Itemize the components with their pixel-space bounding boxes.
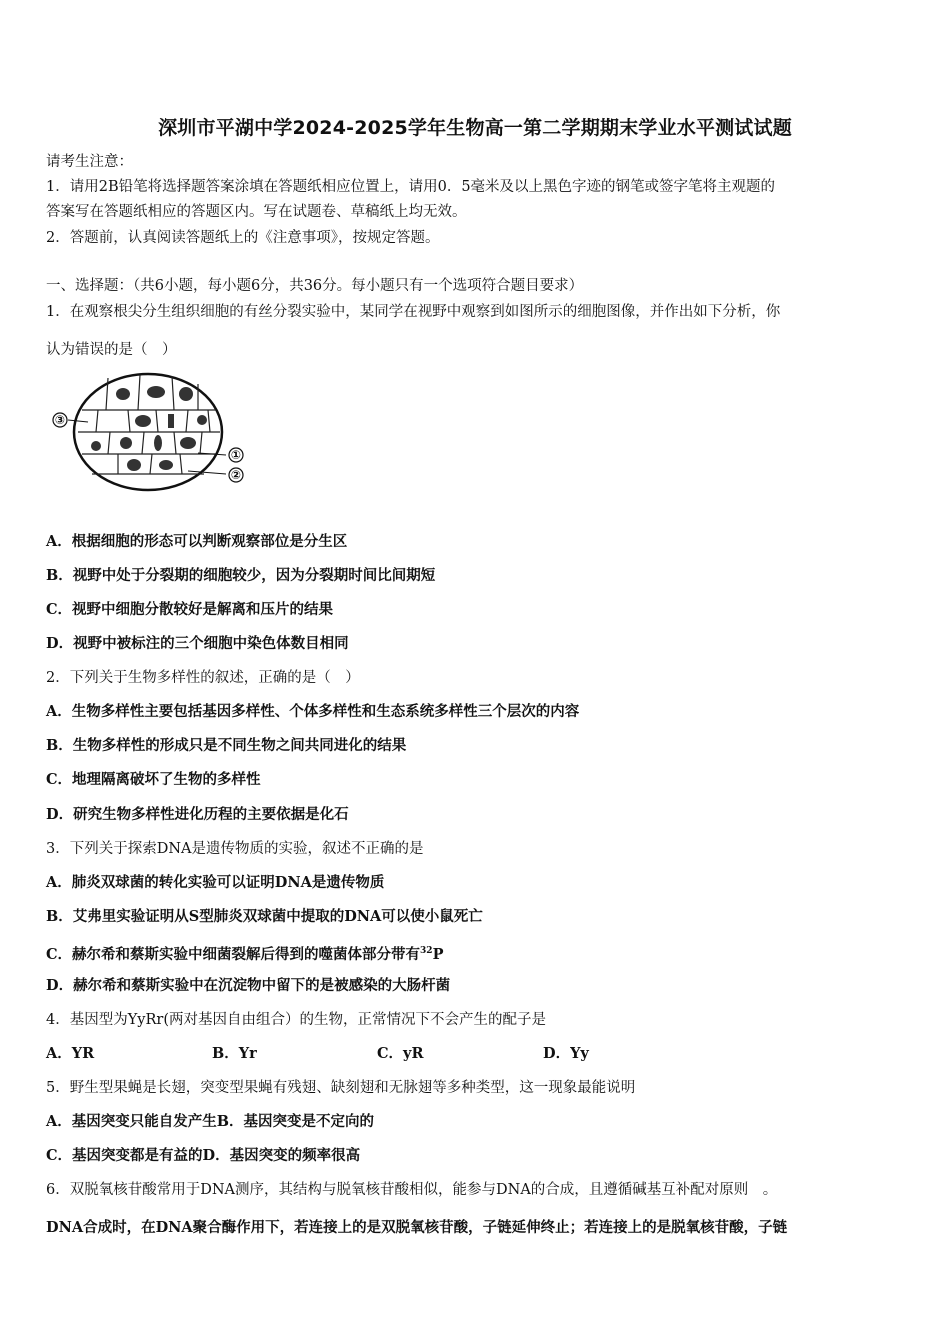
q3-stem: 3．下列关于探索DNA是遗传物质的实验，叙述不正确的是: [46, 841, 424, 857]
q3-option-a[interactable]: A．肺炎双球菌的转化实验可以证明DNA是遗传物质: [46, 874, 385, 891]
q3-option-c-tail: P: [432, 945, 444, 963]
q4-option-b[interactable]: B．Yr: [212, 1045, 257, 1062]
q1-option-a[interactable]: A．根据细胞的形态可以判断观察部位是分生区: [46, 533, 348, 550]
q1-stem: 1．在观察根尖分生组织细胞的有丝分裂实验中，某同学在视野中观察到如图所示的细胞图像，并作出如下分析，你: [46, 304, 781, 320]
q5-option-cd[interactable]: C．基因突变都是有益的D．基因突变的频率很高: [46, 1147, 361, 1164]
q3-option-b[interactable]: B．艾弗里实验证明从S型肺炎双球菌中提取的DNA可以使小鼠死亡: [46, 908, 483, 925]
notice-item-1-cont: 答案写在答题纸相应的答题区内。写在试题卷、草稿纸上均无效。: [46, 204, 467, 220]
q4-option-c[interactable]: C．yR: [377, 1045, 424, 1062]
q5-stem: 5．野生型果蝇是长翅，突变型果蝇有残翅、缺刻翅和无脉翅等多种类型，这一现象最能说明: [46, 1080, 636, 1096]
q2-stem: 2．下列关于生物多样性的叙述，正确的是（ ）: [46, 670, 360, 686]
q2-option-c[interactable]: C．地理隔离破坏了生物的多样性: [46, 771, 261, 788]
q1-option-d[interactable]: D．视野中被标注的三个细胞中染色体数目相同: [46, 635, 349, 652]
q1-option-b[interactable]: B．视野中处于分裂期的细胞较少，因为分裂期时间比间期短: [46, 567, 436, 584]
figure-label-2: ②: [230, 468, 242, 482]
q3-option-c-text: C．赫尔希和蔡斯实验中细菌裂解后得到的噬菌体部分带有: [46, 945, 421, 963]
q6-stem: 6．双脱氧核苷酸常用于DNA测序，其结构与脱氧核苷酸相似，能参与DNA的合成，且遵循碱基互补配对原则 。: [46, 1182, 778, 1198]
q5-option-ab[interactable]: A．基因突变只能自发产生B．基因突变是不定向的: [46, 1113, 375, 1130]
page-title: 深圳市平湖中学2024-2025学年生物高一第二学期期末学业水平测试试题: [158, 117, 792, 139]
q2-option-d[interactable]: D．研究生物多样性进化历程的主要依据是化石: [46, 806, 349, 823]
q1-option-c[interactable]: C．视野中细胞分散较好是解离和压片的结果: [46, 601, 334, 618]
notice-heading: 请考生注意：: [46, 154, 133, 170]
section-heading: 一、选择题：（共6小题，每小题6分，共36分。每小题只有一个选项符合题目要求）: [46, 278, 584, 294]
figure-label-1: ①: [230, 448, 242, 462]
q4-option-a[interactable]: A．YR: [46, 1045, 95, 1062]
q6-stem-cont: DNA合成时，在DNA聚合酶作用下，若连接上的是双脱氧核苷酸，子链延伸终止；若连接上的是脱氧核苷酸，子链: [46, 1219, 788, 1236]
q3-option-c[interactable]: [46, 941, 443, 965]
notice-item-2: 2．答题前，认真阅读答题纸上的《注意事项》，按规定答题。: [46, 230, 440, 246]
q4-stem: 4．基因型为YyRr(两对基因自由组合）的生物，正常情况下不会产生的配子是: [46, 1012, 546, 1028]
notice-item-1: 1．请用2B铅笔将选择题答案涂填在答题纸相应位置上，请用0．5毫米及以上黑色字迹的钢笔或签字笔将主观题的: [46, 179, 776, 195]
q3-option-d[interactable]: D．赫尔希和蔡斯实验中在沉淀物中留下的是被感染的大肠杆菌: [46, 977, 451, 994]
q3-option-c-sup: 32: [420, 946, 433, 956]
cell-micrograph-figure: [48, 370, 258, 500]
q2-option-b[interactable]: B．生物多样性的形成只是不同生物之间共同进化的结果: [46, 737, 407, 754]
figure-label-3: ③: [54, 413, 66, 427]
q2-option-a[interactable]: A．生物多样性主要包括基因多样性、个体多样性和生态系统多样性三个层次的内容: [46, 703, 580, 720]
q1-stem-cont: 认为错误的是（ ）: [46, 342, 177, 358]
q4-option-d[interactable]: D．Yy: [543, 1045, 589, 1062]
